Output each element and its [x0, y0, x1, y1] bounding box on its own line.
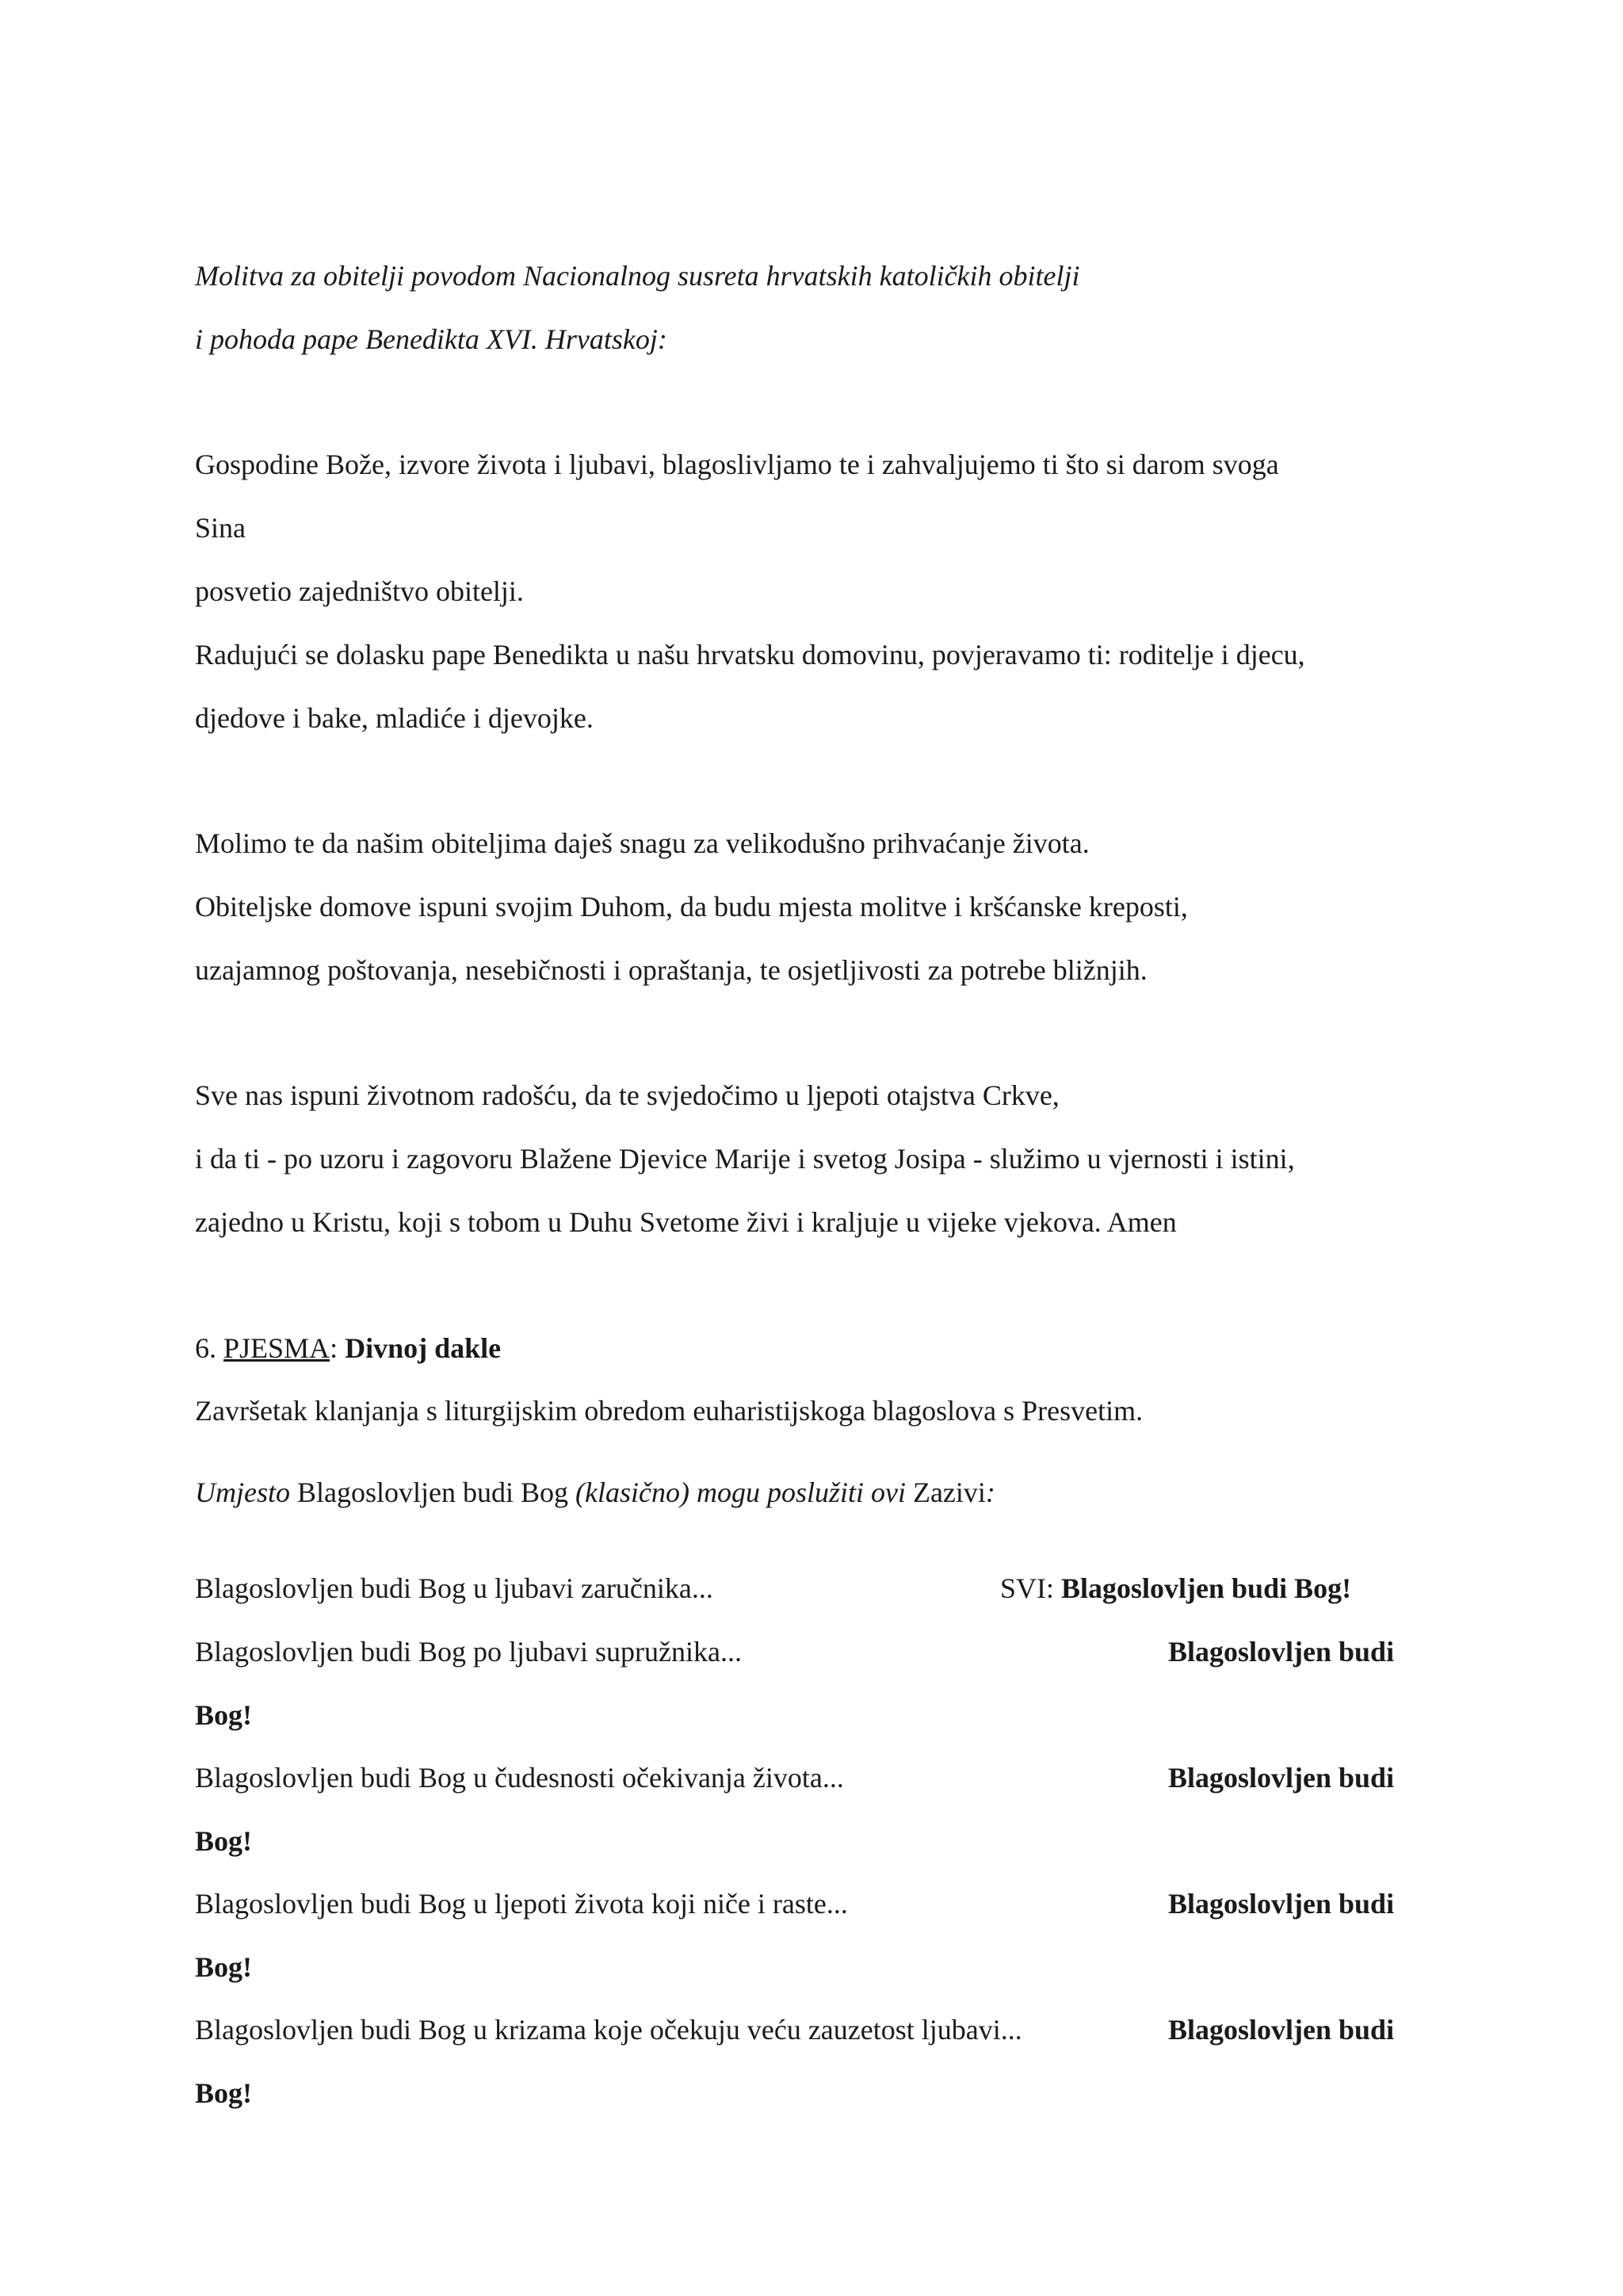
- prayer-p3-line-1: Sve nas ispuni životnom radošću, da te svjedočimo u ljepoti otajstva Crkve,: [195, 1079, 1060, 1111]
- instruction-part-2: Blagoslovljen budi Bog: [297, 1477, 568, 1508]
- song-number: 6.: [195, 1332, 216, 1364]
- prayer-p2-line-1: Molimo te da našim obiteljima daješ snagu za velikodušno prihvaćanje života.: [195, 827, 1090, 859]
- prayer-p1-line-3: posvetio zajedništvo obitelji.: [195, 575, 524, 607]
- prayer-p2-line-3: uzajamnog poštovanja, nesebičnosti i opraštanja, te osjetljivosti za potrebe bližnjih.: [195, 954, 1148, 986]
- svi-response: Blagoslovljen budi Bog!: [1061, 1572, 1352, 1604]
- song-colon: :: [330, 1332, 338, 1364]
- invocation-text: Blagoslovljen budi Bog po ljubavi supružnika...: [195, 1636, 742, 1668]
- invocation-text: Blagoslovljen budi Bog u ljepoti života koji niče i raste...: [195, 1888, 848, 1920]
- invocation-response: Blagoslovljen budi: [1168, 2014, 1395, 2046]
- invocation-first-response: [1000, 1571, 1351, 1606]
- prayer-p3-line-2: i da ti - po uzoru i zagovoru Blažene Djevice Marije i svetog Josipa - služimo u vjernosti i istini,: [195, 1143, 1295, 1175]
- instruction-part-5: :: [985, 1477, 995, 1508]
- intro-line-2: i pohoda pape Benedikta XVI. Hrvatskoj:: [195, 323, 667, 355]
- instruction-part-1: Umjesto: [195, 1477, 290, 1508]
- prayer-p3-line-3: zajedno u Kristu, koji s tobom u Duhu Svetome živi i kraljuje u vijeke vjekova. Amen: [195, 1206, 1177, 1238]
- instruction-part-3: (klasično) mogu poslužiti ovi: [575, 1477, 906, 1508]
- invocation-response: Blagoslovljen budi: [1168, 1888, 1395, 1920]
- prayer-p1-line-2: Sina: [195, 512, 246, 544]
- instruction-part-4: Zazivi: [912, 1477, 986, 1508]
- prayer-p1-line-1: Gospodine Bože, izvore života i ljubavi, blagoslivljamo te i zahvaljujemo ti što si darom svoga: [195, 449, 1279, 480]
- prayer-p2-line-2: Obiteljske domove ispuni svojim Duhom, da budu mjesta molitve i kršćanske kreposti,: [195, 891, 1188, 923]
- invocation-response-end: Bog!: [195, 1699, 252, 1731]
- song-title: Divnoj dakle: [345, 1332, 502, 1364]
- invocation-response-end: Bog!: [195, 2077, 252, 2109]
- invocation-response: Blagoslovljen budi: [1168, 1762, 1395, 1794]
- invocation-response: Blagoslovljen budi: [1168, 1636, 1395, 1668]
- prayer-p1-line-5: djedove i bake, mladiće i djevojke.: [195, 702, 594, 734]
- prayer-p1-line-4: Radujući se dolasku pape Benedikta u našu hrvatsku domovinu, povjeravamo ti: roditelje i djecu,: [195, 639, 1305, 670]
- invocation-text: Blagoslovljen budi Bog u krizama koje očekuju veću zauzetost ljubavi...: [195, 2014, 1022, 2046]
- invocation-text: Blagoslovljen budi Bog u čudesnosti očekivanja života...: [195, 1762, 844, 1794]
- svi-label: SVI:: [1000, 1572, 1055, 1604]
- instruction-line: [195, 1475, 995, 1510]
- song-label: PJESMA: [223, 1332, 330, 1364]
- invocation-response-end: Bog!: [195, 1825, 252, 1857]
- song-heading: [195, 1331, 501, 1366]
- song-description: Završetak klanjanja s liturgijskim obredom euharistijskoga blagoslova s Presvetim.: [195, 1395, 1144, 1427]
- invocation-first-text: Blagoslovljen budi Bog u ljubavi zaručnika...: [195, 1572, 713, 1604]
- invocation-response-end: Bog!: [195, 1951, 252, 1983]
- intro-line-1: Molitva za obitelji povodom Nacionalnog susreta hrvatskih katoličkih obitelji: [195, 260, 1080, 292]
